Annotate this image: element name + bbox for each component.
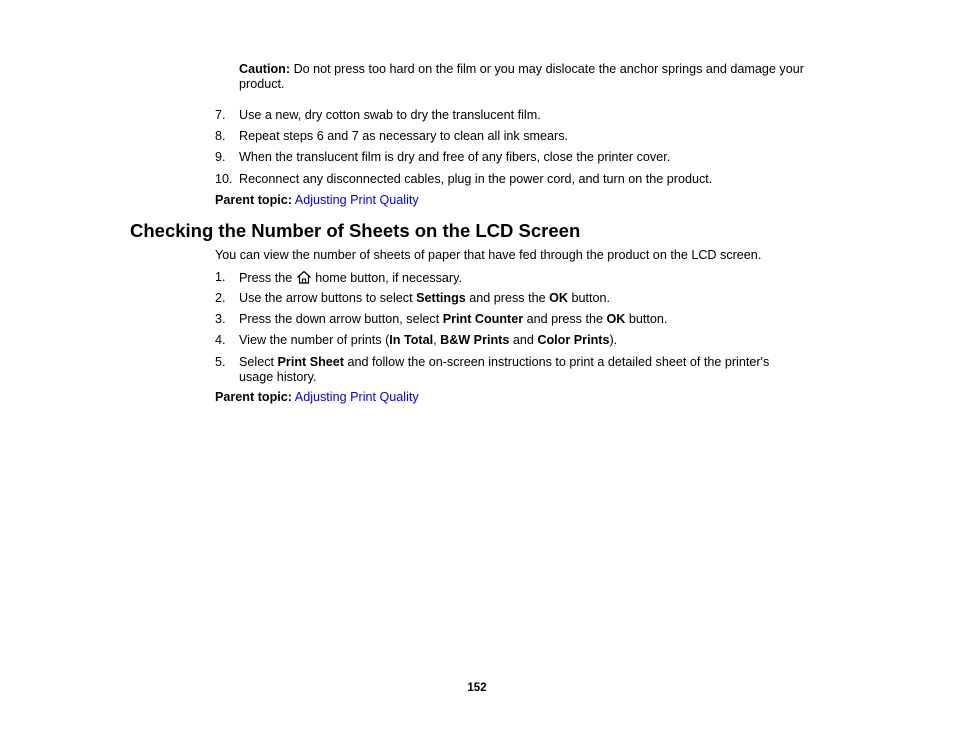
step-text: Select Print Sheet and follow the on-screen instructions to print a detailed sheet of the printer's usage history. <box>239 355 770 384</box>
step-number: 9. <box>215 150 226 164</box>
caution-label: Caution: <box>239 62 291 76</box>
step-text: When the translucent film is dry and free of any fibers, close the printer cover. <box>239 150 671 164</box>
page-number: 152 <box>467 682 487 694</box>
section-heading: Checking the Number of Sheets on the LCD Screen <box>130 220 581 241</box>
step-number: 7. <box>215 108 226 122</box>
step-number: 5. <box>215 355 226 369</box>
caution-text: Do not press too hard on the film or you may dislocate the anchor springs and damage your product. <box>239 62 804 91</box>
step-text: Use the arrow buttons to select Settings and press the OK button. <box>239 291 611 305</box>
step-number: 1. <box>215 270 226 284</box>
parent-topic-link[interactable]: Adjusting Print Quality <box>294 390 419 404</box>
section-intro: You can view the number of sheets of paper that have fed through the product on the LCD screen. <box>215 248 762 262</box>
step-text: Press the down arrow button, select Print Counter and press the OK button. <box>239 312 668 326</box>
step-number: 2. <box>215 291 226 305</box>
step-text: Repeat steps 6 and 7 as necessary to clean all ink smears. <box>239 129 569 143</box>
parent-topic <box>215 390 419 405</box>
caution-note <box>239 62 809 92</box>
step-text: Press the home button, if necessary. <box>239 271 462 285</box>
parent-topic-label: Parent topic: <box>215 390 292 404</box>
step-number: 3. <box>215 312 226 326</box>
step-text: View the number of prints (In Total, B&W Prints and Color Prints). <box>239 333 618 347</box>
parent-topic-label: Parent topic: <box>215 193 292 207</box>
step-number: 4. <box>215 333 226 347</box>
parent-topic <box>215 193 419 208</box>
step-text: Use a new, dry cotton swab to dry the translucent film. <box>239 108 541 122</box>
home-icon <box>296 270 312 284</box>
step-number: 10. <box>215 172 233 186</box>
parent-topic-link[interactable]: Adjusting Print Quality <box>294 193 419 207</box>
step-text: Reconnect any disconnected cables, plug in the power cord, and turn on the product. <box>239 172 713 186</box>
step-number: 8. <box>215 129 226 143</box>
